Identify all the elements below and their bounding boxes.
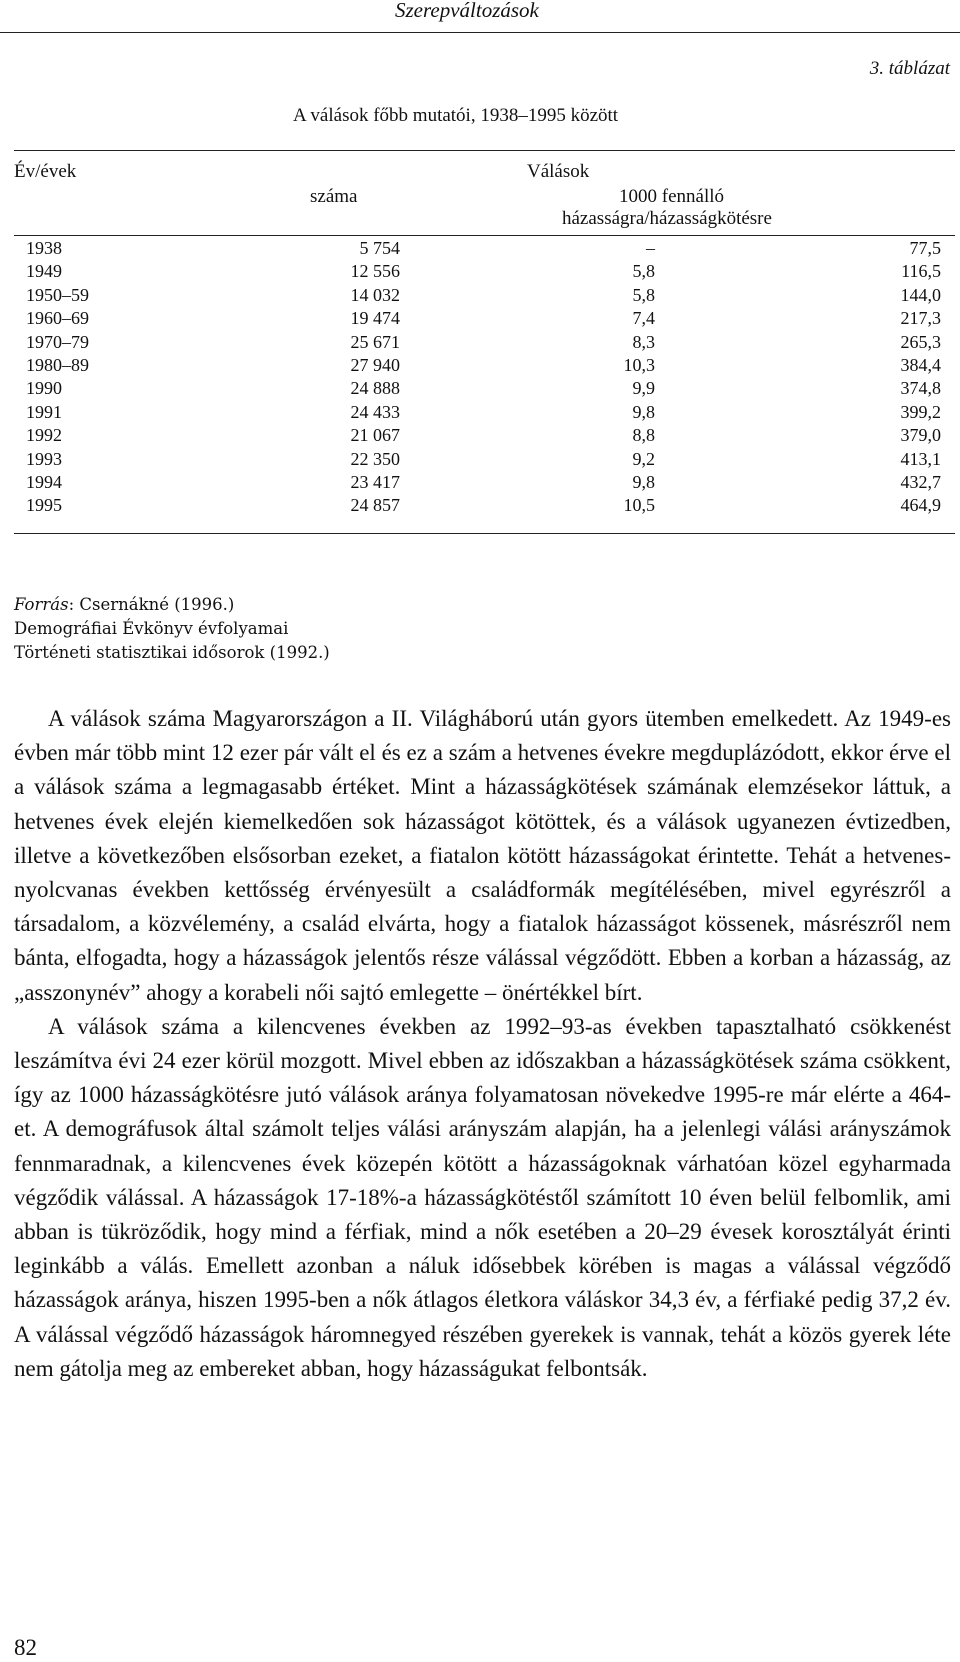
table-number: 3. táblázat xyxy=(869,58,950,79)
body-text xyxy=(14,702,951,1386)
cell-per: 8,3 xyxy=(632,331,655,352)
paragraph-2: A válások száma a kilencvenes években az 1992–93-as években tapasztalható csökkenést leszámítva évi 24 ezer körül mozgott. Mivel ebben az időszakban a házasságkötések száma csökkent, így az 1000 házasságkötésre jutó válások aránya folyamatosan növekedve 1995-re már elérte a 464-et. A demográfusok által számolt teljes válási arányszám alapján, ha a jelenlegi válási arányszámok fennmaradnak, a kilencvenes évek közepén kötött a házasságoknak várhatóan közel egyharmada végződik válással. A házasságok 17-18%-a házasságkötéstől számított 10 éven belül felbomlik, ami abban is tükröződik, hogy mind a férfiak, mind a nők esetében a 20–29 évesek korosztályát érinti leginkább a válás. Emellett azonban a náluk idősebbek körében is magas a válással végződő házasságok aránya, hiszen 1995-ben a nők átlagos életkora váláskor 34,3 év, a férfiaké pedig 37,2 év. A válással végződő házasságok háromnegyed részében gyerekek is vannak, tehát a közös gyerek léte nem gátolja meg az embereket abban, hogy házasságukat felbontsák. xyxy=(14,1013,951,1381)
cell-per: 9,2 xyxy=(632,448,655,469)
cell-year: 1980–89 xyxy=(26,355,89,375)
table-source xyxy=(14,593,330,665)
cell-rate: 399,2 xyxy=(900,401,941,422)
table-row xyxy=(14,495,955,519)
table-row xyxy=(14,425,955,449)
header-rate-line2: házasságra/házasságkötésre xyxy=(562,208,772,229)
table-row xyxy=(14,238,955,262)
cell-per: 5,8 xyxy=(632,284,655,305)
cell-per: 10,5 xyxy=(623,495,655,516)
header-divorces: Válások xyxy=(527,161,590,182)
table-title: A válások főbb mutatói, 1938–1995 között xyxy=(293,105,619,126)
header-year: Év/évek xyxy=(14,161,77,182)
cell-count: 24 888 xyxy=(350,378,400,399)
cell-count: 12 556 xyxy=(350,261,400,282)
cell-year: 1994 xyxy=(26,472,62,492)
cell-rate: 432,7 xyxy=(900,472,941,492)
source-line-3: Történeti statisztikai idősorok (1992.) xyxy=(14,643,330,662)
cell-rate: 77,5 xyxy=(909,238,941,258)
cell-rate: 265,3 xyxy=(900,331,941,352)
cell-rate: 384,4 xyxy=(900,355,941,375)
cell-year: 1995 xyxy=(26,495,62,516)
source-line-2: Demográfiai Évkönyv évfolyamai xyxy=(14,619,289,638)
cell-rate: 379,0 xyxy=(900,425,941,446)
page-number: 82 xyxy=(14,1635,37,1660)
cell-per: 8,8 xyxy=(632,425,655,446)
cell-year: 1960–69 xyxy=(26,308,89,329)
table-bottom-rule xyxy=(14,533,955,534)
table-row xyxy=(14,402,955,426)
cell-rate: 413,1 xyxy=(900,448,941,469)
cell-rate: 464,9 xyxy=(900,495,941,516)
cell-count: 27 940 xyxy=(350,355,400,375)
header-count: száma xyxy=(310,186,358,207)
source-text: : Csernákné (1996.) xyxy=(68,595,235,614)
cell-count: 22 350 xyxy=(350,448,400,469)
cell-per: 10,3 xyxy=(623,355,655,375)
table-row xyxy=(14,261,955,285)
cell-count: 19 474 xyxy=(350,308,400,329)
cell-rate: 144,0 xyxy=(900,284,941,305)
table-row xyxy=(14,472,955,496)
header-rate-line1: 1000 fennálló xyxy=(619,186,725,207)
running-head-title: Szerepváltozások xyxy=(395,0,539,22)
table-top-rule xyxy=(14,150,955,151)
cell-year: 1991 xyxy=(26,401,62,422)
cell-year: 1990 xyxy=(26,378,62,399)
paragraph-1: A válások száma Magyarországon a II. Világháború után gyors ütemben emelkedett. Az 1949-es évben már több mint 12 ezer pár vált el és ez a szám a hetvenes évekre megduplázódott, ekkor érve el a válások száma a legmagasabb értéket. Mint a házasságkötések számának elemzésekor láttuk, a hetvenes évek elején kiemelkedően sok házasságot kötöttek, és a válások ugyanezen évtizedben, illetve a következőben elsősorban ezeket, a fiatalon kötött házasságokat érintette. Tehát a hetvenes-nyolcvanas években kettősség érvényesült a családformák megítélésében, mivel egyrészről a társadalom, a közvélemény, a család elvárta, hogy a fiatalok házasságot kössenek, másrészről nem bánta, elfogadta, hogy a házasságok jelentős része válással végződött. Ebben a korban a házasság, az „asszonynév” ahogy a korabeli női sajtó emlegette – önértékkel bírt. xyxy=(14,706,951,1005)
cell-rate: 116,5 xyxy=(901,261,941,282)
cell-per: 9,8 xyxy=(632,401,655,422)
table-row xyxy=(14,355,955,379)
source-line-1 xyxy=(14,593,330,617)
cell-count: 23 417 xyxy=(350,472,400,492)
cell-count: 21 067 xyxy=(350,425,400,446)
cell-count: 14 032 xyxy=(350,284,400,305)
cell-per: 9,9 xyxy=(632,378,655,399)
cell-count: 25 671 xyxy=(350,331,400,352)
cell-year: 1993 xyxy=(26,448,62,469)
source-label: Forrás xyxy=(14,595,69,614)
table-row xyxy=(14,378,955,402)
cell-year: 1950–59 xyxy=(26,284,89,305)
cell-per: 5,8 xyxy=(632,261,655,282)
table-row xyxy=(14,285,955,309)
cell-year: 1949 xyxy=(26,261,62,282)
cell-year: 1992 xyxy=(26,425,62,446)
table-row xyxy=(14,332,955,356)
cell-count: 24 433 xyxy=(350,401,400,422)
cell-per: – xyxy=(646,238,655,258)
cell-year: 1938 xyxy=(26,238,62,258)
cell-year: 1970–79 xyxy=(26,331,89,352)
cell-per: 7,4 xyxy=(632,308,655,329)
running-head xyxy=(0,0,960,33)
cell-count: 24 857 xyxy=(350,495,400,516)
table-row xyxy=(14,449,955,473)
cell-rate: 374,8 xyxy=(900,378,941,399)
table-header-rule xyxy=(14,235,955,236)
cell-count: 5 754 xyxy=(359,238,400,258)
table-row xyxy=(14,308,955,332)
cell-per: 9,8 xyxy=(632,472,655,492)
cell-rate: 217,3 xyxy=(900,308,941,329)
